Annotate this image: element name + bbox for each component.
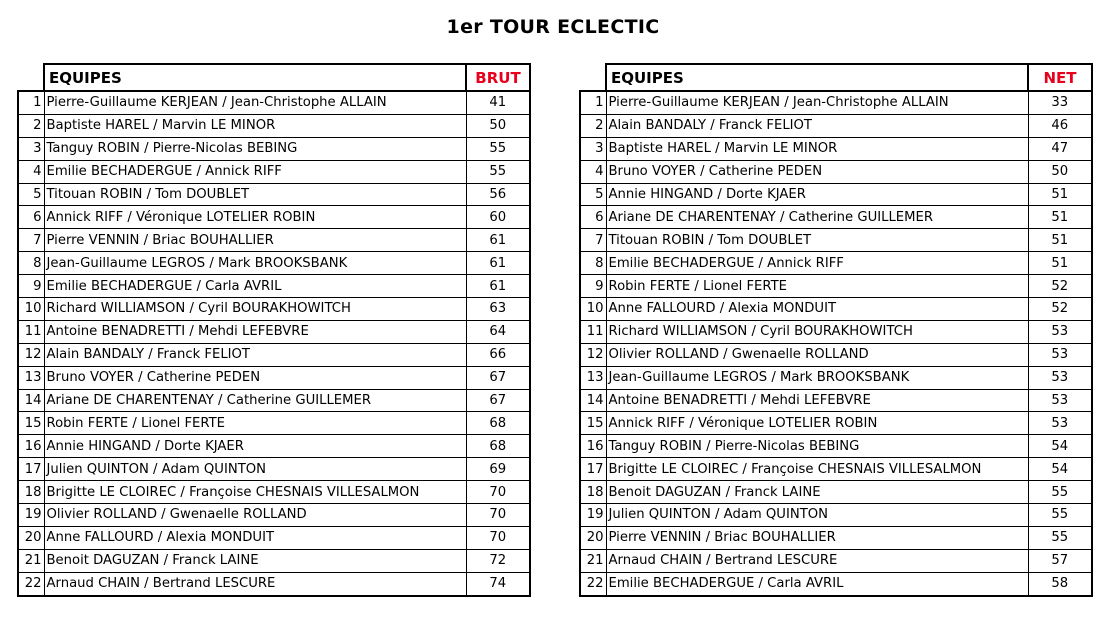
score-cell: 61	[466, 275, 530, 298]
rank-cell: 9	[18, 275, 44, 298]
table-row	[18, 458, 530, 481]
team-cell: Ariane DE CHARENTENAY / Catherine GUILLEMER	[606, 206, 1028, 229]
table-row	[580, 275, 1092, 298]
team-cell: Arnaud CHAIN / Bertrand LESCURE	[44, 572, 466, 595]
team-cell: Benoit DAGUZAN / Franck LAINE	[44, 549, 466, 572]
rank-cell: 13	[580, 366, 606, 389]
table-row	[580, 458, 1092, 481]
team-cell: Olivier ROLLAND / Gwenaelle ROLLAND	[606, 343, 1028, 366]
table-row	[580, 526, 1092, 549]
table-row	[580, 298, 1092, 321]
team-cell: Anne FALLOURD / Alexia MONDUIT	[606, 298, 1028, 321]
team-cell: Pierre-Guillaume KERJEAN / Jean-Christophe ALLAIN	[44, 91, 466, 114]
brut-ranking-table	[17, 63, 531, 597]
score-cell: 47	[1028, 137, 1092, 160]
team-cell: Tanguy ROBIN / Pierre-Nicolas BEBING	[44, 137, 466, 160]
header-spacer	[18, 64, 44, 91]
table-row	[580, 114, 1092, 137]
score-cell: 53	[1028, 366, 1092, 389]
table-row	[18, 549, 530, 572]
rank-cell: 17	[18, 458, 44, 481]
team-cell: Emilie BECHADERGUE / Carla AVRIL	[44, 275, 466, 298]
table-row	[18, 435, 530, 458]
team-cell: Brigitte LE CLOIREC / Françoise CHESNAIS VILLESALMON	[44, 481, 466, 504]
team-cell: Antoine BENADRETTI / Mehdi LEFEBVRE	[44, 320, 466, 343]
score-cell: 52	[1028, 275, 1092, 298]
table-row	[18, 389, 530, 412]
rank-cell: 12	[18, 343, 44, 366]
rank-cell: 10	[580, 298, 606, 321]
score-cell: 52	[1028, 298, 1092, 321]
rank-cell: 2	[580, 114, 606, 137]
table-row	[18, 137, 530, 160]
team-cell: Antoine BENADRETTI / Mehdi LEFEBVRE	[606, 389, 1028, 412]
table-row	[18, 320, 530, 343]
team-cell: Baptiste HAREL / Marvin LE MINOR	[606, 137, 1028, 160]
score-cell: 70	[466, 504, 530, 527]
team-cell: Robin FERTE / Lionel FERTE	[44, 412, 466, 435]
team-cell: Julien QUINTON / Adam QUINTON	[606, 504, 1028, 527]
rank-cell: 1	[18, 91, 44, 114]
rank-cell: 10	[18, 298, 44, 321]
score-cell: 61	[466, 252, 530, 275]
score-cell: 51	[1028, 229, 1092, 252]
team-cell: Annie HINGAND / Dorte KJAER	[606, 183, 1028, 206]
team-cell: Annie HINGAND / Dorte KJAER	[44, 435, 466, 458]
rank-cell: 15	[580, 412, 606, 435]
net-score-header: NET	[1028, 64, 1092, 91]
table-row	[18, 343, 530, 366]
score-cell: 41	[466, 91, 530, 114]
score-cell: 51	[1028, 206, 1092, 229]
rank-cell: 7	[18, 229, 44, 252]
table-row	[18, 526, 530, 549]
rank-cell: 16	[580, 435, 606, 458]
table-row	[18, 481, 530, 504]
team-cell: Alain BANDALY / Franck FELIOT	[606, 114, 1028, 137]
team-cell: Julien QUINTON / Adam QUINTON	[44, 458, 466, 481]
score-cell: 66	[466, 343, 530, 366]
table-row	[580, 504, 1092, 527]
table-row	[580, 366, 1092, 389]
score-cell: 60	[466, 206, 530, 229]
rank-cell: 5	[18, 183, 44, 206]
brut-header-row	[18, 64, 530, 91]
table-row	[580, 137, 1092, 160]
rank-cell: 20	[580, 526, 606, 549]
score-cell: 61	[466, 229, 530, 252]
rank-cell: 11	[580, 320, 606, 343]
team-cell: Jean-Guillaume LEGROS / Mark BROOKSBANK	[44, 252, 466, 275]
table-row	[18, 572, 530, 595]
table-row	[580, 160, 1092, 183]
table-row	[18, 114, 530, 137]
table-row	[580, 183, 1092, 206]
rank-cell: 12	[580, 343, 606, 366]
rank-cell: 21	[18, 549, 44, 572]
table-row	[18, 229, 530, 252]
team-cell: Anne FALLOURD / Alexia MONDUIT	[44, 526, 466, 549]
score-cell: 58	[1028, 572, 1092, 595]
table-row	[18, 252, 530, 275]
table-row	[580, 343, 1092, 366]
table-row	[18, 206, 530, 229]
net-header-row	[580, 64, 1092, 91]
team-cell: Pierre-Guillaume KERJEAN / Jean-Christophe ALLAIN	[606, 91, 1028, 114]
rank-cell: 21	[580, 549, 606, 572]
rank-cell: 22	[580, 572, 606, 595]
score-cell: 33	[1028, 91, 1092, 114]
table-row	[580, 435, 1092, 458]
table-row	[18, 412, 530, 435]
rank-cell: 2	[18, 114, 44, 137]
score-cell: 53	[1028, 343, 1092, 366]
table-row	[580, 412, 1092, 435]
rank-cell: 18	[18, 481, 44, 504]
rank-cell: 6	[580, 206, 606, 229]
team-cell: Benoit DAGUZAN / Franck LAINE	[606, 481, 1028, 504]
rank-cell: 3	[18, 137, 44, 160]
team-cell: Emilie BECHADERGUE / Annick RIFF	[606, 252, 1028, 275]
team-cell: Bruno VOYER / Catherine PEDEN	[44, 366, 466, 389]
rank-cell: 18	[580, 481, 606, 504]
rank-cell: 13	[18, 366, 44, 389]
score-cell: 64	[466, 320, 530, 343]
rank-cell: 19	[580, 504, 606, 527]
score-cell: 56	[466, 183, 530, 206]
score-cell: 74	[466, 572, 530, 595]
team-cell: Annick RIFF / Véronique LOTELIER ROBIN	[606, 412, 1028, 435]
score-cell: 51	[1028, 183, 1092, 206]
brut-score-header: BRUT	[466, 64, 530, 91]
team-cell: Brigitte LE CLOIREC / Françoise CHESNAIS VILLESALMON	[606, 458, 1028, 481]
rank-cell: 3	[580, 137, 606, 160]
rank-cell: 4	[580, 160, 606, 183]
rank-cell: 8	[580, 252, 606, 275]
rank-cell: 20	[18, 526, 44, 549]
score-cell: 68	[466, 435, 530, 458]
table-row	[580, 206, 1092, 229]
header-spacer	[580, 64, 606, 91]
team-cell: Pierre VENNIN / Briac BOUHALLIER	[44, 229, 466, 252]
rank-cell: 6	[18, 206, 44, 229]
score-cell: 72	[466, 549, 530, 572]
score-cell: 57	[1028, 549, 1092, 572]
rank-cell: 8	[18, 252, 44, 275]
rank-cell: 14	[18, 389, 44, 412]
table-row	[580, 229, 1092, 252]
score-cell: 67	[466, 389, 530, 412]
score-cell: 67	[466, 366, 530, 389]
table-row	[580, 481, 1092, 504]
net-teams-header: EQUIPES	[606, 64, 1028, 91]
table-row	[18, 183, 530, 206]
brut-teams-header: EQUIPES	[44, 64, 466, 91]
rank-cell: 15	[18, 412, 44, 435]
rank-cell: 19	[18, 504, 44, 527]
table-row	[18, 275, 530, 298]
score-cell: 50	[466, 114, 530, 137]
team-cell: Ariane DE CHARENTENAY / Catherine GUILLEMER	[44, 389, 466, 412]
team-cell: Titouan ROBIN / Tom DOUBLET	[606, 229, 1028, 252]
rank-cell: 7	[580, 229, 606, 252]
score-cell: 50	[1028, 160, 1092, 183]
team-cell: Emilie BECHADERGUE / Carla AVRIL	[606, 572, 1028, 595]
team-cell: Emilie BECHADERGUE / Annick RIFF	[44, 160, 466, 183]
rank-cell: 11	[18, 320, 44, 343]
page-title: 1er TOUR ECLECTIC	[446, 16, 660, 38]
team-cell: Richard WILLIAMSON / Cyril BOURAKHOWITCH	[606, 320, 1028, 343]
rank-cell: 1	[580, 91, 606, 114]
team-cell: Tanguy ROBIN / Pierre-Nicolas BEBING	[606, 435, 1028, 458]
team-cell: Richard WILLIAMSON / Cyril BOURAKHOWITCH	[44, 298, 466, 321]
team-cell: Robin FERTE / Lionel FERTE	[606, 275, 1028, 298]
score-cell: 46	[1028, 114, 1092, 137]
score-cell: 68	[466, 412, 530, 435]
team-cell: Alain BANDALY / Franck FELIOT	[44, 343, 466, 366]
score-cell: 53	[1028, 320, 1092, 343]
rank-cell: 14	[580, 389, 606, 412]
score-cell: 54	[1028, 435, 1092, 458]
score-cell: 55	[466, 160, 530, 183]
score-cell: 70	[466, 481, 530, 504]
table-row	[18, 160, 530, 183]
team-cell: Annick RIFF / Véronique LOTELIER ROBIN	[44, 206, 466, 229]
rank-cell: 9	[580, 275, 606, 298]
table-row	[580, 549, 1092, 572]
score-cell: 51	[1028, 252, 1092, 275]
net-ranking-table	[579, 63, 1093, 597]
score-cell: 63	[466, 298, 530, 321]
table-row	[580, 320, 1092, 343]
table-row	[18, 298, 530, 321]
team-cell: Baptiste HAREL / Marvin LE MINOR	[44, 114, 466, 137]
team-cell: Arnaud CHAIN / Bertrand LESCURE	[606, 549, 1028, 572]
table-row	[18, 504, 530, 527]
score-cell: 55	[466, 137, 530, 160]
table-row	[580, 252, 1092, 275]
rank-cell: 22	[18, 572, 44, 595]
rank-cell: 16	[18, 435, 44, 458]
rank-cell: 4	[18, 160, 44, 183]
table-row	[18, 91, 530, 114]
team-cell: Titouan ROBIN / Tom DOUBLET	[44, 183, 466, 206]
rank-cell: 5	[580, 183, 606, 206]
table-row	[580, 91, 1092, 114]
table-row	[18, 366, 530, 389]
score-cell: 69	[466, 458, 530, 481]
score-cell: 53	[1028, 389, 1092, 412]
score-cell: 55	[1028, 504, 1092, 527]
score-cell: 55	[1028, 481, 1092, 504]
score-cell: 54	[1028, 458, 1092, 481]
score-cell: 70	[466, 526, 530, 549]
table-row	[580, 389, 1092, 412]
team-cell: Pierre VENNIN / Briac BOUHALLIER	[606, 526, 1028, 549]
rank-cell: 17	[580, 458, 606, 481]
team-cell: Olivier ROLLAND / Gwenaelle ROLLAND	[44, 504, 466, 527]
team-cell: Jean-Guillaume LEGROS / Mark BROOKSBANK	[606, 366, 1028, 389]
score-cell: 53	[1028, 412, 1092, 435]
score-cell: 55	[1028, 526, 1092, 549]
team-cell: Bruno VOYER / Catherine PEDEN	[606, 160, 1028, 183]
table-row	[580, 572, 1092, 595]
